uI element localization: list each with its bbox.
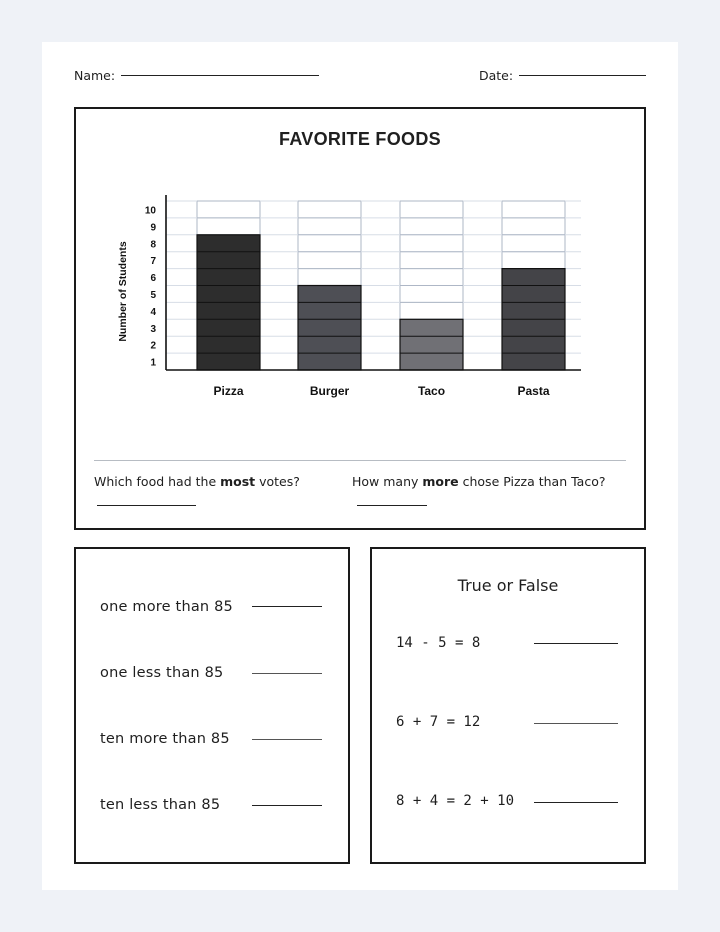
x-tick-label: Burger bbox=[309, 384, 350, 398]
y-tick-label: 9 bbox=[150, 222, 156, 234]
y-tick-label: 10 bbox=[144, 205, 156, 217]
prompt-ten-more: ten more than 85 bbox=[100, 731, 230, 747]
bar-chart bbox=[76, 109, 644, 439]
question-text: How many bbox=[352, 474, 423, 489]
equation-3: 8 + 4 = 2 + 10 bbox=[396, 793, 515, 809]
y-axis-label: Number of Students bbox=[117, 241, 129, 342]
y-tick-label: 2 bbox=[150, 340, 156, 352]
answer-line-ten-less[interactable] bbox=[252, 805, 322, 806]
date-label: Date: bbox=[479, 68, 514, 83]
y-tick-label: 6 bbox=[150, 273, 156, 285]
true-or-false-section bbox=[370, 547, 646, 864]
question-text: Which food had the bbox=[94, 474, 221, 489]
answer-line-equation-2[interactable] bbox=[534, 723, 618, 724]
answer-line-equation-1[interactable] bbox=[534, 643, 618, 644]
y-tick-label: 1 bbox=[150, 357, 156, 369]
question-text: votes? bbox=[255, 474, 300, 489]
answer-line-ten-more[interactable] bbox=[252, 739, 322, 740]
answer-line-how-many-more[interactable] bbox=[357, 505, 427, 506]
worksheet-page bbox=[42, 42, 678, 890]
question-how-many-more bbox=[352, 474, 606, 489]
prompt-ten-less: ten less than 85 bbox=[100, 797, 221, 813]
name-label: Name: bbox=[74, 68, 116, 83]
bar-taco bbox=[400, 319, 463, 370]
y-tick-label: 7 bbox=[150, 256, 156, 268]
y-tick-label: 5 bbox=[150, 290, 156, 301]
date-answer-line[interactable] bbox=[519, 75, 646, 76]
prompt-one-more: one more than 85 bbox=[100, 599, 233, 615]
question-emphasis: more bbox=[422, 474, 459, 489]
question-most-votes bbox=[94, 474, 300, 489]
answer-line-equation-3[interactable] bbox=[534, 802, 618, 803]
bar-burger bbox=[298, 286, 361, 371]
prompt-one-less: one less than 85 bbox=[100, 665, 224, 681]
x-tick-label: Pizza bbox=[213, 384, 244, 398]
y-tick-label: 3 bbox=[150, 323, 156, 335]
y-tick-label: 8 bbox=[150, 239, 156, 251]
true-or-false-title: True or False bbox=[457, 576, 559, 595]
question-emphasis: most bbox=[220, 474, 256, 489]
x-tick-label: Pasta bbox=[517, 384, 550, 398]
header-row bbox=[74, 66, 646, 86]
question-text: chose Pizza than Taco? bbox=[458, 474, 606, 489]
section-divider bbox=[94, 460, 626, 461]
x-tick-label: Taco bbox=[417, 384, 446, 398]
favorite-foods-section bbox=[74, 107, 646, 530]
equation-2: 6 + 7 = 12 bbox=[396, 714, 481, 730]
answer-line-most-votes[interactable] bbox=[97, 505, 196, 506]
name-answer-line[interactable] bbox=[121, 75, 319, 76]
answer-line-one-less[interactable] bbox=[252, 673, 322, 674]
equation-1: 14 - 5 = 8 bbox=[396, 635, 481, 651]
answer-line-one-more[interactable] bbox=[252, 606, 322, 607]
chart-title: FAVORITE FOODS bbox=[279, 129, 441, 149]
y-tick-label: 4 bbox=[150, 306, 156, 318]
number-sense-section bbox=[74, 547, 350, 864]
